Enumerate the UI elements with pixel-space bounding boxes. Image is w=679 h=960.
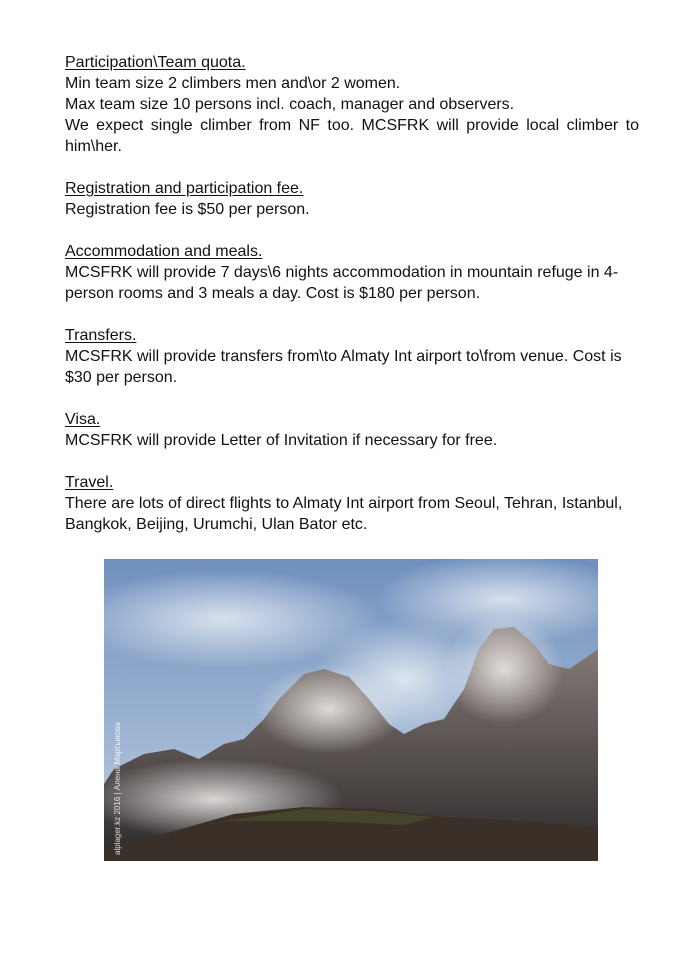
mountain-photo-illustration <box>104 559 598 861</box>
section-participation <box>65 52 639 157</box>
paragraph-line: There are lots of direct flights to Almaty Int airport from Seoul, Tehran, Istanbul, Bangkok, Beijing, Urumchi, Ulan Bator etc. <box>65 495 623 533</box>
section-visa <box>65 409 639 451</box>
section-transfers <box>65 325 639 388</box>
photo-watermark: alplager.kz 2016 | Алена Мартынова <box>113 722 122 855</box>
paragraph-line: Min team size 2 climbers men and\or 2 women. <box>65 75 401 92</box>
paragraph-line: MCSFRK will provide transfers from\to Almaty Int airport to\from venue. Cost is $30 per person. <box>65 348 622 386</box>
mist <box>444 614 564 724</box>
paragraph-line: MCSFRK will provide Letter of Invitation if necessary for free. <box>65 432 498 449</box>
paragraph-line: Max team size 10 persons incl. coach, manager and observers. <box>65 96 515 113</box>
paragraph-line: MCSFRK will provide 7 days\6 nights accommodation in mountain refuge in 4-person rooms and 3 meals a day. Cost is $180 per person. <box>65 264 619 302</box>
section-accommodation <box>65 241 639 304</box>
section-heading: Accommodation and meals. <box>65 243 263 260</box>
mist <box>254 664 404 754</box>
section-registration <box>65 178 639 220</box>
document-body <box>65 52 639 556</box>
section-heading: Registration and participation fee. <box>65 180 304 197</box>
section-heading: Travel. <box>65 474 114 491</box>
section-heading: Participation\Team quota. <box>65 54 246 71</box>
section-heading: Transfers. <box>65 327 137 344</box>
paragraph-line: We expect single climber from NF too. MCSFRK will provide local climber to him\her. <box>65 117 639 155</box>
paragraph-line: Registration fee is $50 per person. <box>65 201 310 218</box>
section-heading: Visa. <box>65 411 101 428</box>
mountain-photo <box>104 559 598 861</box>
section-travel <box>65 472 639 535</box>
